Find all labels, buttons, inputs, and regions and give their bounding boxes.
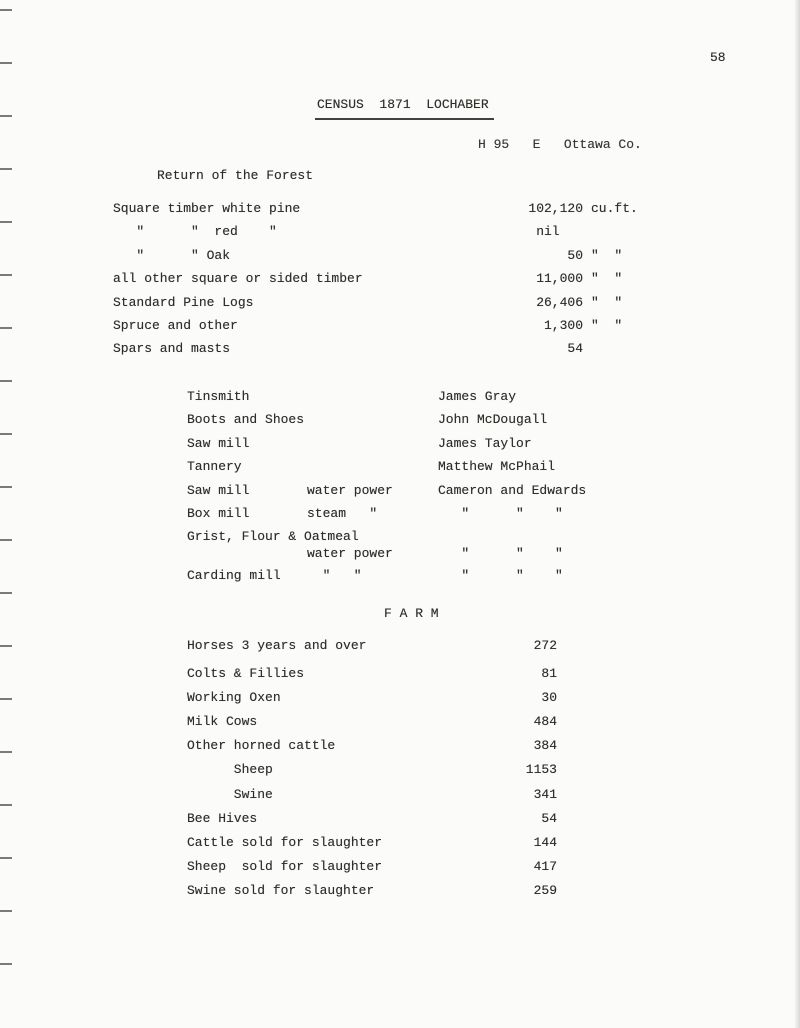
farm-row-label: Milk Cows xyxy=(187,714,258,730)
forest-row-unit: " " xyxy=(591,247,623,263)
forest-row-value: 11,000 xyxy=(536,271,583,287)
farm-row-value: 81 xyxy=(541,666,557,682)
farm-row xyxy=(0,686,800,710)
farm-row-label: Sheep sold for slaughter xyxy=(187,858,383,874)
farm-row-value: 384 xyxy=(533,738,557,754)
forest-row-label: " " red " xyxy=(113,224,277,240)
farm-row-label: Horses 3 years and over xyxy=(187,638,367,653)
farm-row-label: Colts & Fillies xyxy=(187,666,305,682)
farm-row-label: Bee Hives xyxy=(187,810,258,826)
farm-row-value: 417 xyxy=(533,858,557,874)
forest-row-label: all other square or sided timber xyxy=(113,271,363,287)
farm-row-value: 1153 xyxy=(525,762,557,778)
farm-row xyxy=(0,734,800,758)
farm-row-label: Cattle sold for slaughter xyxy=(187,834,383,850)
trade-power: steam " xyxy=(307,505,378,521)
trade-owner: Cameron and Edwards xyxy=(438,482,587,498)
forest-row-unit: " " xyxy=(591,317,623,333)
reference-line: H 95 E Ottawa Co. xyxy=(478,137,642,152)
trade-power: " " xyxy=(307,568,362,584)
trade-owner: James Taylor xyxy=(438,435,532,451)
trade-owner: James Gray xyxy=(438,389,517,404)
trade-row xyxy=(0,408,800,431)
trades-table xyxy=(0,385,800,588)
trade-row xyxy=(0,525,800,545)
trade-label: Box mill xyxy=(187,505,250,521)
farm-row-value: 259 xyxy=(533,882,557,898)
forest-row-value: 26,406 xyxy=(536,294,583,310)
trade-label: Saw mill xyxy=(187,435,250,451)
farm-row-label: Working Oxen xyxy=(187,690,281,706)
forest-section-heading: Return of the Forest xyxy=(157,168,314,183)
farm-row xyxy=(0,807,800,831)
forest-table xyxy=(0,197,800,361)
forest-row-value: nil xyxy=(536,224,583,240)
forest-row-label: " " Oak xyxy=(113,247,231,263)
trade-label: Grist, Flour & Oatmeal xyxy=(187,529,359,545)
trade-row xyxy=(0,455,800,478)
forest-row-value: 50 xyxy=(567,247,583,263)
forest-row xyxy=(0,337,800,360)
forest-row xyxy=(0,314,800,337)
farm-row xyxy=(0,758,800,782)
forest-row xyxy=(0,220,800,243)
trade-power: water power xyxy=(307,546,393,562)
farm-row-label: Sheep xyxy=(187,762,273,778)
trade-owner: Matthew McPhail xyxy=(438,459,556,475)
trade-row xyxy=(0,502,800,525)
farm-row-value: 484 xyxy=(533,714,557,730)
forest-row-label: Square timber white pine xyxy=(113,201,301,216)
trade-label: Saw mill xyxy=(187,482,250,498)
farm-row-value: 272 xyxy=(533,638,557,653)
page-number: 58 xyxy=(710,50,726,65)
farm-row-value: 144 xyxy=(533,834,557,850)
trade-owner: John McDougall xyxy=(438,412,548,428)
trade-row xyxy=(0,564,800,587)
farm-row-value: 30 xyxy=(541,690,557,706)
document-title xyxy=(315,93,494,120)
farm-row xyxy=(0,662,800,686)
document-title-text: CENSUS 1871 LOCHABER xyxy=(315,93,494,120)
farm-section-heading: F A R M xyxy=(384,606,439,621)
trade-row xyxy=(0,542,800,564)
farm-row-label: Other horned cattle xyxy=(187,738,336,754)
farm-row xyxy=(0,879,800,903)
forest-row-value: 1,300 xyxy=(543,317,583,333)
farm-row-label: Swine xyxy=(187,786,273,802)
trade-row xyxy=(0,432,800,455)
forest-row xyxy=(0,197,800,220)
farm-row-value: 54 xyxy=(541,810,557,826)
forest-row-unit: " " xyxy=(591,294,623,310)
trade-label: Tinsmith xyxy=(187,389,250,404)
farm-row xyxy=(0,710,800,734)
farm-row-value: 341 xyxy=(533,786,557,802)
trade-owner: " " " xyxy=(438,505,563,521)
forest-row-unit: cu.ft. xyxy=(591,201,638,216)
trade-label: Carding mill xyxy=(187,568,281,584)
farm-row xyxy=(0,831,800,855)
farm-row xyxy=(0,634,800,658)
forest-row-unit: " " xyxy=(591,271,623,287)
forest-row-value: 54 xyxy=(567,341,583,357)
farm-table xyxy=(0,634,800,903)
trade-owner: " " " xyxy=(438,546,563,562)
farm-row xyxy=(0,783,800,807)
forest-row-label: Standard Pine Logs xyxy=(113,294,254,310)
farm-row-label: Swine sold for slaughter xyxy=(187,882,375,898)
trade-row xyxy=(0,385,800,408)
trade-owner: " " " xyxy=(438,568,563,584)
forest-row-label: Spruce and other xyxy=(113,317,238,333)
trade-label: Boots and Shoes xyxy=(187,412,305,428)
trade-row xyxy=(0,479,800,502)
forest-row xyxy=(0,244,800,267)
farm-row xyxy=(0,855,800,879)
forest-row xyxy=(0,267,800,290)
forest-row xyxy=(0,291,800,314)
forest-row-value: 102,120 xyxy=(528,201,583,216)
forest-row-label: Spars and masts xyxy=(113,341,231,357)
trade-power: water power xyxy=(307,482,393,498)
trade-label: Tannery xyxy=(187,459,242,475)
